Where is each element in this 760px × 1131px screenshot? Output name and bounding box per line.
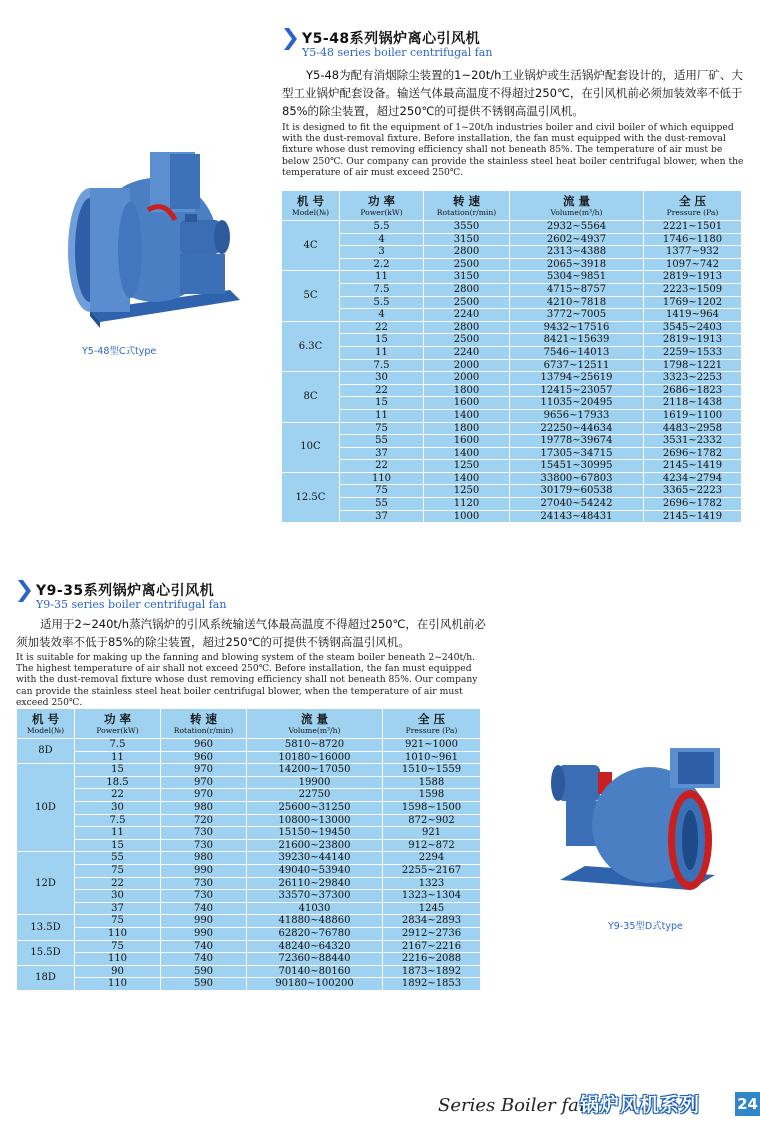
header-pressure: 全 压 Pressure (Pa) bbox=[644, 191, 742, 221]
section1-cn-description: Y5-48为配有消烟除尘装置的1~20t/h工业锅炉或生活锅炉配套设计的，适用厂矿、大型工业锅炉配套设备。输送气体最高温度不得超过250℃，在引风机前必须加装效率不低于85%的除尘装置，超过250℃的可提供不锈钢高温引风机。 bbox=[282, 68, 743, 118]
rotation-cell: 1600 bbox=[424, 435, 510, 448]
power-cell: 15 bbox=[340, 397, 424, 410]
power-cell: 11 bbox=[340, 346, 424, 359]
volume-cell: 15451~30995 bbox=[510, 460, 644, 473]
rotation-cell: 960 bbox=[161, 739, 247, 752]
rotation-cell: 1400 bbox=[424, 472, 510, 485]
spec-table-y5-48 bbox=[281, 190, 742, 523]
volume-cell: 41880~48860 bbox=[247, 915, 383, 928]
power-cell: 75 bbox=[75, 940, 161, 953]
rotation-cell: 1600 bbox=[424, 397, 510, 410]
pressure-cell: 1419~964 bbox=[644, 309, 742, 322]
table-row bbox=[282, 321, 742, 334]
power-cell: 22 bbox=[75, 877, 161, 890]
pressure-cell: 1010~961 bbox=[383, 751, 481, 764]
rotation-cell: 720 bbox=[161, 814, 247, 827]
pressure-cell: 2145~1419 bbox=[644, 460, 742, 473]
table-row bbox=[17, 764, 481, 777]
table-row bbox=[17, 776, 481, 789]
table-row bbox=[17, 801, 481, 814]
table-row bbox=[282, 485, 742, 498]
power-cell: 11 bbox=[75, 827, 161, 840]
pressure-cell: 2819~1913 bbox=[644, 334, 742, 347]
pressure-cell: 1798~1221 bbox=[644, 359, 742, 372]
volume-cell: 15150~19450 bbox=[247, 827, 383, 840]
pressure-cell: 1323~1304 bbox=[383, 890, 481, 903]
table-row bbox=[282, 246, 742, 259]
power-cell: 55 bbox=[75, 852, 161, 865]
volume-cell: 2065~3918 bbox=[510, 258, 644, 271]
table-row bbox=[17, 751, 481, 764]
page-number: 24 bbox=[735, 1092, 760, 1116]
table-row bbox=[282, 309, 742, 322]
section1-title: Y5-48系列锅炉离心引风机 bbox=[302, 31, 481, 47]
model-cell: 12.5C bbox=[282, 472, 340, 522]
rotation-cell: 970 bbox=[161, 789, 247, 802]
pressure-cell: 3323~2253 bbox=[644, 372, 742, 385]
table-row bbox=[17, 852, 481, 865]
table-row bbox=[282, 435, 742, 448]
header-model: 机 号 Model(№) bbox=[282, 191, 340, 221]
rotation-cell: 3150 bbox=[424, 233, 510, 246]
rotation-cell: 970 bbox=[161, 764, 247, 777]
model-cell: 8D bbox=[17, 739, 75, 764]
rotation-cell: 2500 bbox=[424, 258, 510, 271]
fan-image-y5-48-caption: Y5-48型C式type bbox=[82, 346, 157, 357]
power-cell: 55 bbox=[340, 498, 424, 511]
pressure-cell: 872~902 bbox=[383, 814, 481, 827]
table-row bbox=[282, 258, 742, 271]
table-row bbox=[17, 814, 481, 827]
pressure-cell: 4234~2794 bbox=[644, 472, 742, 485]
header-volume: 流 量 Volume(m³/h) bbox=[247, 709, 383, 739]
pressure-cell: 1598 bbox=[383, 789, 481, 802]
power-cell: 37 bbox=[75, 902, 161, 915]
volume-cell: 33570~37300 bbox=[247, 890, 383, 903]
volume-cell: 72360~88440 bbox=[247, 953, 383, 966]
pressure-cell: 2255~2167 bbox=[383, 864, 481, 877]
volume-cell: 4210~7818 bbox=[510, 296, 644, 309]
power-cell: 75 bbox=[75, 864, 161, 877]
pressure-cell: 1892~1853 bbox=[383, 978, 481, 991]
pressure-cell: 1510~1559 bbox=[383, 764, 481, 777]
volume-cell: 22750 bbox=[247, 789, 383, 802]
power-cell: 37 bbox=[340, 510, 424, 523]
volume-cell: 70140~80160 bbox=[247, 965, 383, 978]
header-power: 功 率 Power(kW) bbox=[340, 191, 424, 221]
volume-cell: 27040~54242 bbox=[510, 498, 644, 511]
rotation-cell: 730 bbox=[161, 890, 247, 903]
rotation-cell: 1250 bbox=[424, 460, 510, 473]
power-cell: 75 bbox=[340, 485, 424, 498]
rotation-cell: 990 bbox=[161, 915, 247, 928]
power-cell: 15 bbox=[75, 839, 161, 852]
volume-cell: 11035~20495 bbox=[510, 397, 644, 410]
fan-image-y5-48 bbox=[30, 140, 260, 330]
power-cell: 11 bbox=[340, 409, 424, 422]
section2-cn-description: 适用于2~240t/h蒸汽锅炉的引风系统输送气体最高温度不得超过250℃，在引风机前必须加装效率不低于85%的除尘装置，超过250℃的可提供不锈钢高温引风机。 bbox=[16, 617, 486, 649]
rotation-cell: 2000 bbox=[424, 372, 510, 385]
pressure-cell: 2221~1501 bbox=[644, 221, 742, 234]
pressure-cell: 1598~1500 bbox=[383, 801, 481, 814]
pressure-cell: 2686~1823 bbox=[644, 384, 742, 397]
rotation-cell: 730 bbox=[161, 827, 247, 840]
pressure-cell: 921~1000 bbox=[383, 739, 481, 752]
table-row bbox=[282, 472, 742, 485]
model-cell: 18D bbox=[17, 965, 75, 990]
table-row bbox=[282, 359, 742, 372]
fan-image-y9-35-caption: Y9-35型D式type bbox=[608, 921, 683, 932]
power-cell: 75 bbox=[340, 422, 424, 435]
chevron-icon bbox=[18, 580, 32, 602]
pressure-cell: 2223~1509 bbox=[644, 283, 742, 296]
rotation-cell: 2800 bbox=[424, 321, 510, 334]
rotation-cell: 3550 bbox=[424, 221, 510, 234]
pressure-cell: 1873~1892 bbox=[383, 965, 481, 978]
table-row bbox=[17, 953, 481, 966]
rotation-cell: 1250 bbox=[424, 485, 510, 498]
table-row bbox=[17, 864, 481, 877]
model-cell: 4C bbox=[282, 221, 340, 271]
rotation-cell: 590 bbox=[161, 965, 247, 978]
table-row bbox=[282, 409, 742, 422]
volume-cell: 6737~12511 bbox=[510, 359, 644, 372]
table-row bbox=[17, 978, 481, 991]
table-row bbox=[282, 271, 742, 284]
table-row bbox=[17, 839, 481, 852]
pressure-cell: 921 bbox=[383, 827, 481, 840]
pressure-cell: 1245 bbox=[383, 902, 481, 915]
table-row bbox=[282, 422, 742, 435]
power-cell: 4 bbox=[340, 309, 424, 322]
section2-title: Y9-35系列锅炉离心引风机 bbox=[36, 583, 215, 599]
pressure-cell: 1588 bbox=[383, 776, 481, 789]
rotation-cell: 2240 bbox=[424, 346, 510, 359]
model-cell: 6.3C bbox=[282, 321, 340, 371]
volume-cell: 17305~34715 bbox=[510, 447, 644, 460]
power-cell: 37 bbox=[340, 447, 424, 460]
pressure-cell: 1323 bbox=[383, 877, 481, 890]
table-row bbox=[282, 221, 742, 234]
volume-cell: 22250~44634 bbox=[510, 422, 644, 435]
pressure-cell: 3365~2223 bbox=[644, 485, 742, 498]
header-model: 机 号 Model(№) bbox=[17, 709, 75, 739]
pressure-cell: 1377~932 bbox=[644, 246, 742, 259]
power-cell: 15 bbox=[340, 334, 424, 347]
power-cell: 110 bbox=[340, 472, 424, 485]
pressure-cell: 1619~1100 bbox=[644, 409, 742, 422]
rotation-cell: 2800 bbox=[424, 246, 510, 259]
volume-cell: 8421~15639 bbox=[510, 334, 644, 347]
power-cell: 5.5 bbox=[340, 221, 424, 234]
section1-subtitle: Y5-48 series boiler centrifugal fan bbox=[302, 46, 493, 59]
table-row bbox=[282, 498, 742, 511]
pressure-cell: 1769~1202 bbox=[644, 296, 742, 309]
volume-cell: 9656~17933 bbox=[510, 409, 644, 422]
rotation-cell: 1800 bbox=[424, 422, 510, 435]
model-cell: 5C bbox=[282, 271, 340, 321]
rotation-cell: 1800 bbox=[424, 384, 510, 397]
power-cell: 110 bbox=[75, 927, 161, 940]
power-cell: 22 bbox=[75, 789, 161, 802]
pressure-cell: 2259~1533 bbox=[644, 346, 742, 359]
power-cell: 11 bbox=[75, 751, 161, 764]
power-cell: 15 bbox=[75, 764, 161, 777]
volume-cell: 49040~53940 bbox=[247, 864, 383, 877]
power-cell: 30 bbox=[340, 372, 424, 385]
power-cell: 4 bbox=[340, 233, 424, 246]
power-cell: 2.2 bbox=[340, 258, 424, 271]
power-cell: 30 bbox=[75, 801, 161, 814]
rotation-cell: 990 bbox=[161, 864, 247, 877]
power-cell: 18.5 bbox=[75, 776, 161, 789]
pressure-cell: 2912~2736 bbox=[383, 927, 481, 940]
volume-cell: 10800~13000 bbox=[247, 814, 383, 827]
table-row bbox=[282, 334, 742, 347]
pressure-cell: 2696~1782 bbox=[644, 447, 742, 460]
rotation-cell: 970 bbox=[161, 776, 247, 789]
pressure-cell: 2819~1913 bbox=[644, 271, 742, 284]
section2-subtitle: Y9-35 series boiler centrifugal fan bbox=[36, 598, 227, 611]
table-row bbox=[282, 372, 742, 385]
pressure-cell: 1097~742 bbox=[644, 258, 742, 271]
rotation-cell: 1000 bbox=[424, 510, 510, 523]
volume-cell: 39230~44140 bbox=[247, 852, 383, 865]
rotation-cell: 730 bbox=[161, 839, 247, 852]
power-cell: 7.5 bbox=[75, 814, 161, 827]
spec-table-y9-35-body bbox=[17, 739, 481, 991]
table-row bbox=[17, 827, 481, 840]
volume-cell: 30179~60538 bbox=[510, 485, 644, 498]
pressure-cell: 3531~2332 bbox=[644, 435, 742, 448]
rotation-cell: 2500 bbox=[424, 334, 510, 347]
pressure-cell: 2834~2893 bbox=[383, 915, 481, 928]
rotation-cell: 740 bbox=[161, 953, 247, 966]
table-row bbox=[17, 789, 481, 802]
rotation-cell: 960 bbox=[161, 751, 247, 764]
footer-series-cn: 锅炉风机系列 bbox=[580, 1094, 701, 1116]
volume-cell: 2932~5564 bbox=[510, 221, 644, 234]
table-row bbox=[282, 397, 742, 410]
pressure-cell: 3545~2403 bbox=[644, 321, 742, 334]
rotation-cell: 590 bbox=[161, 978, 247, 991]
table-row bbox=[282, 384, 742, 397]
table-row bbox=[17, 915, 481, 928]
table-row bbox=[17, 902, 481, 915]
rotation-cell: 990 bbox=[161, 927, 247, 940]
power-cell: 30 bbox=[75, 890, 161, 903]
pressure-cell: 2118~1438 bbox=[644, 397, 742, 410]
rotation-cell: 1400 bbox=[424, 447, 510, 460]
rotation-cell: 2500 bbox=[424, 296, 510, 309]
rotation-cell: 730 bbox=[161, 877, 247, 890]
power-cell: 22 bbox=[340, 321, 424, 334]
header-power: 功 率 Power(kW) bbox=[75, 709, 161, 739]
rotation-cell: 1400 bbox=[424, 409, 510, 422]
volume-cell: 5810~8720 bbox=[247, 739, 383, 752]
table-row bbox=[17, 927, 481, 940]
header-volume: 流 量 Volume(m³/h) bbox=[510, 191, 644, 221]
table-row bbox=[17, 890, 481, 903]
pressure-cell: 2145~1419 bbox=[644, 510, 742, 523]
volume-cell: 33800~67803 bbox=[510, 472, 644, 485]
power-cell: 7.5 bbox=[340, 283, 424, 296]
power-cell: 7.5 bbox=[75, 739, 161, 752]
power-cell: 90 bbox=[75, 965, 161, 978]
table-row bbox=[282, 233, 742, 246]
power-cell: 5.5 bbox=[340, 296, 424, 309]
pressure-cell: 1746~1180 bbox=[644, 233, 742, 246]
volume-cell: 12415~23057 bbox=[510, 384, 644, 397]
volume-cell: 24143~48431 bbox=[510, 510, 644, 523]
rotation-cell: 980 bbox=[161, 852, 247, 865]
volume-cell: 14200~17050 bbox=[247, 764, 383, 777]
power-cell: 55 bbox=[340, 435, 424, 448]
rotation-cell: 2000 bbox=[424, 359, 510, 372]
pressure-cell: 4483~2958 bbox=[644, 422, 742, 435]
model-cell: 12D bbox=[17, 852, 75, 915]
header-pressure: 全 压 Pressure (Pa) bbox=[383, 709, 481, 739]
rotation-cell: 980 bbox=[161, 801, 247, 814]
model-cell: 13.5D bbox=[17, 915, 75, 940]
model-cell: 10C bbox=[282, 422, 340, 472]
volume-cell: 19778~39674 bbox=[510, 435, 644, 448]
rotation-cell: 2240 bbox=[424, 309, 510, 322]
spec-table-y9-35 bbox=[16, 708, 481, 991]
table-row bbox=[17, 965, 481, 978]
section1-en-description: It is designed to fit the equipment of 1~20t/h industries boiler and civil boiler of which equipped with the dust-removal fixture. Before installation, the fan must equipped with the dust-removal fixture whose dust removing efficiency shall not beneath 85%. The temperature of air must be below 250℃. Our company can provide the stainless steel heat boiler centrifugal blower, when the temperature of air must exceed 250℃. bbox=[282, 122, 744, 178]
volume-cell: 48240~64320 bbox=[247, 940, 383, 953]
rotation-cell: 3150 bbox=[424, 271, 510, 284]
volume-cell: 7546~14013 bbox=[510, 346, 644, 359]
volume-cell: 9432~17516 bbox=[510, 321, 644, 334]
power-cell: 22 bbox=[340, 460, 424, 473]
volume-cell: 4715~8757 bbox=[510, 283, 644, 296]
power-cell: 3 bbox=[340, 246, 424, 259]
header-rotation: 转 速 Rotation(r/min) bbox=[161, 709, 247, 739]
volume-cell: 2602~4937 bbox=[510, 233, 644, 246]
table-row bbox=[282, 460, 742, 473]
power-cell: 110 bbox=[75, 953, 161, 966]
model-cell: 8C bbox=[282, 372, 340, 422]
pressure-cell: 912~872 bbox=[383, 839, 481, 852]
power-cell: 75 bbox=[75, 915, 161, 928]
volume-cell: 26110~29840 bbox=[247, 877, 383, 890]
section2-en-description: It is suitable for making up the fanning and blowing system of the steam boiler beneath 2~240t/h. The highest temperature of air shall not exceed 250℃. Before installation, the fan must equipped with the dust-removal fixture whose dust removing efficiency shall not beneath 85%. Our company can provide the stainless steel heat boiler centrifugal blower, when the temperature of air must exceed 250℃. bbox=[16, 652, 478, 708]
volume-cell: 19900 bbox=[247, 776, 383, 789]
volume-cell: 62820~76780 bbox=[247, 927, 383, 940]
volume-cell: 21600~23800 bbox=[247, 839, 383, 852]
table-row bbox=[282, 447, 742, 460]
power-cell: 22 bbox=[340, 384, 424, 397]
volume-cell: 3772~7005 bbox=[510, 309, 644, 322]
power-cell: 7.5 bbox=[340, 359, 424, 372]
table-row bbox=[282, 296, 742, 309]
volume-cell: 90180~100200 bbox=[247, 978, 383, 991]
volume-cell: 10180~16000 bbox=[247, 751, 383, 764]
model-cell: 15.5D bbox=[17, 940, 75, 965]
model-cell: 10D bbox=[17, 764, 75, 852]
spec-table-y5-48-body bbox=[282, 221, 742, 523]
table-row bbox=[282, 283, 742, 296]
pressure-cell: 2294 bbox=[383, 852, 481, 865]
rotation-cell: 2800 bbox=[424, 283, 510, 296]
pressure-cell: 2216~2088 bbox=[383, 953, 481, 966]
volume-cell: 25600~31250 bbox=[247, 801, 383, 814]
power-cell: 11 bbox=[340, 271, 424, 284]
table-row bbox=[282, 346, 742, 359]
chevron-icon bbox=[284, 28, 298, 50]
volume-cell: 13794~25619 bbox=[510, 372, 644, 385]
volume-cell: 5304~9851 bbox=[510, 271, 644, 284]
pressure-cell: 2696~1782 bbox=[644, 498, 742, 511]
fan-image-y9-35 bbox=[540, 740, 745, 910]
footer-series-en: Series Boiler fan bbox=[438, 1095, 591, 1116]
header-rotation: 转 速 Rotation(r/min) bbox=[424, 191, 510, 221]
volume-cell: 41030 bbox=[247, 902, 383, 915]
rotation-cell: 740 bbox=[161, 940, 247, 953]
volume-cell: 2313~4388 bbox=[510, 246, 644, 259]
pressure-cell: 2167~2216 bbox=[383, 940, 481, 953]
table-row bbox=[282, 510, 742, 523]
power-cell: 110 bbox=[75, 978, 161, 991]
table-row bbox=[17, 940, 481, 953]
table-row bbox=[17, 739, 481, 752]
rotation-cell: 740 bbox=[161, 902, 247, 915]
table-row bbox=[17, 877, 481, 890]
rotation-cell: 1120 bbox=[424, 498, 510, 511]
